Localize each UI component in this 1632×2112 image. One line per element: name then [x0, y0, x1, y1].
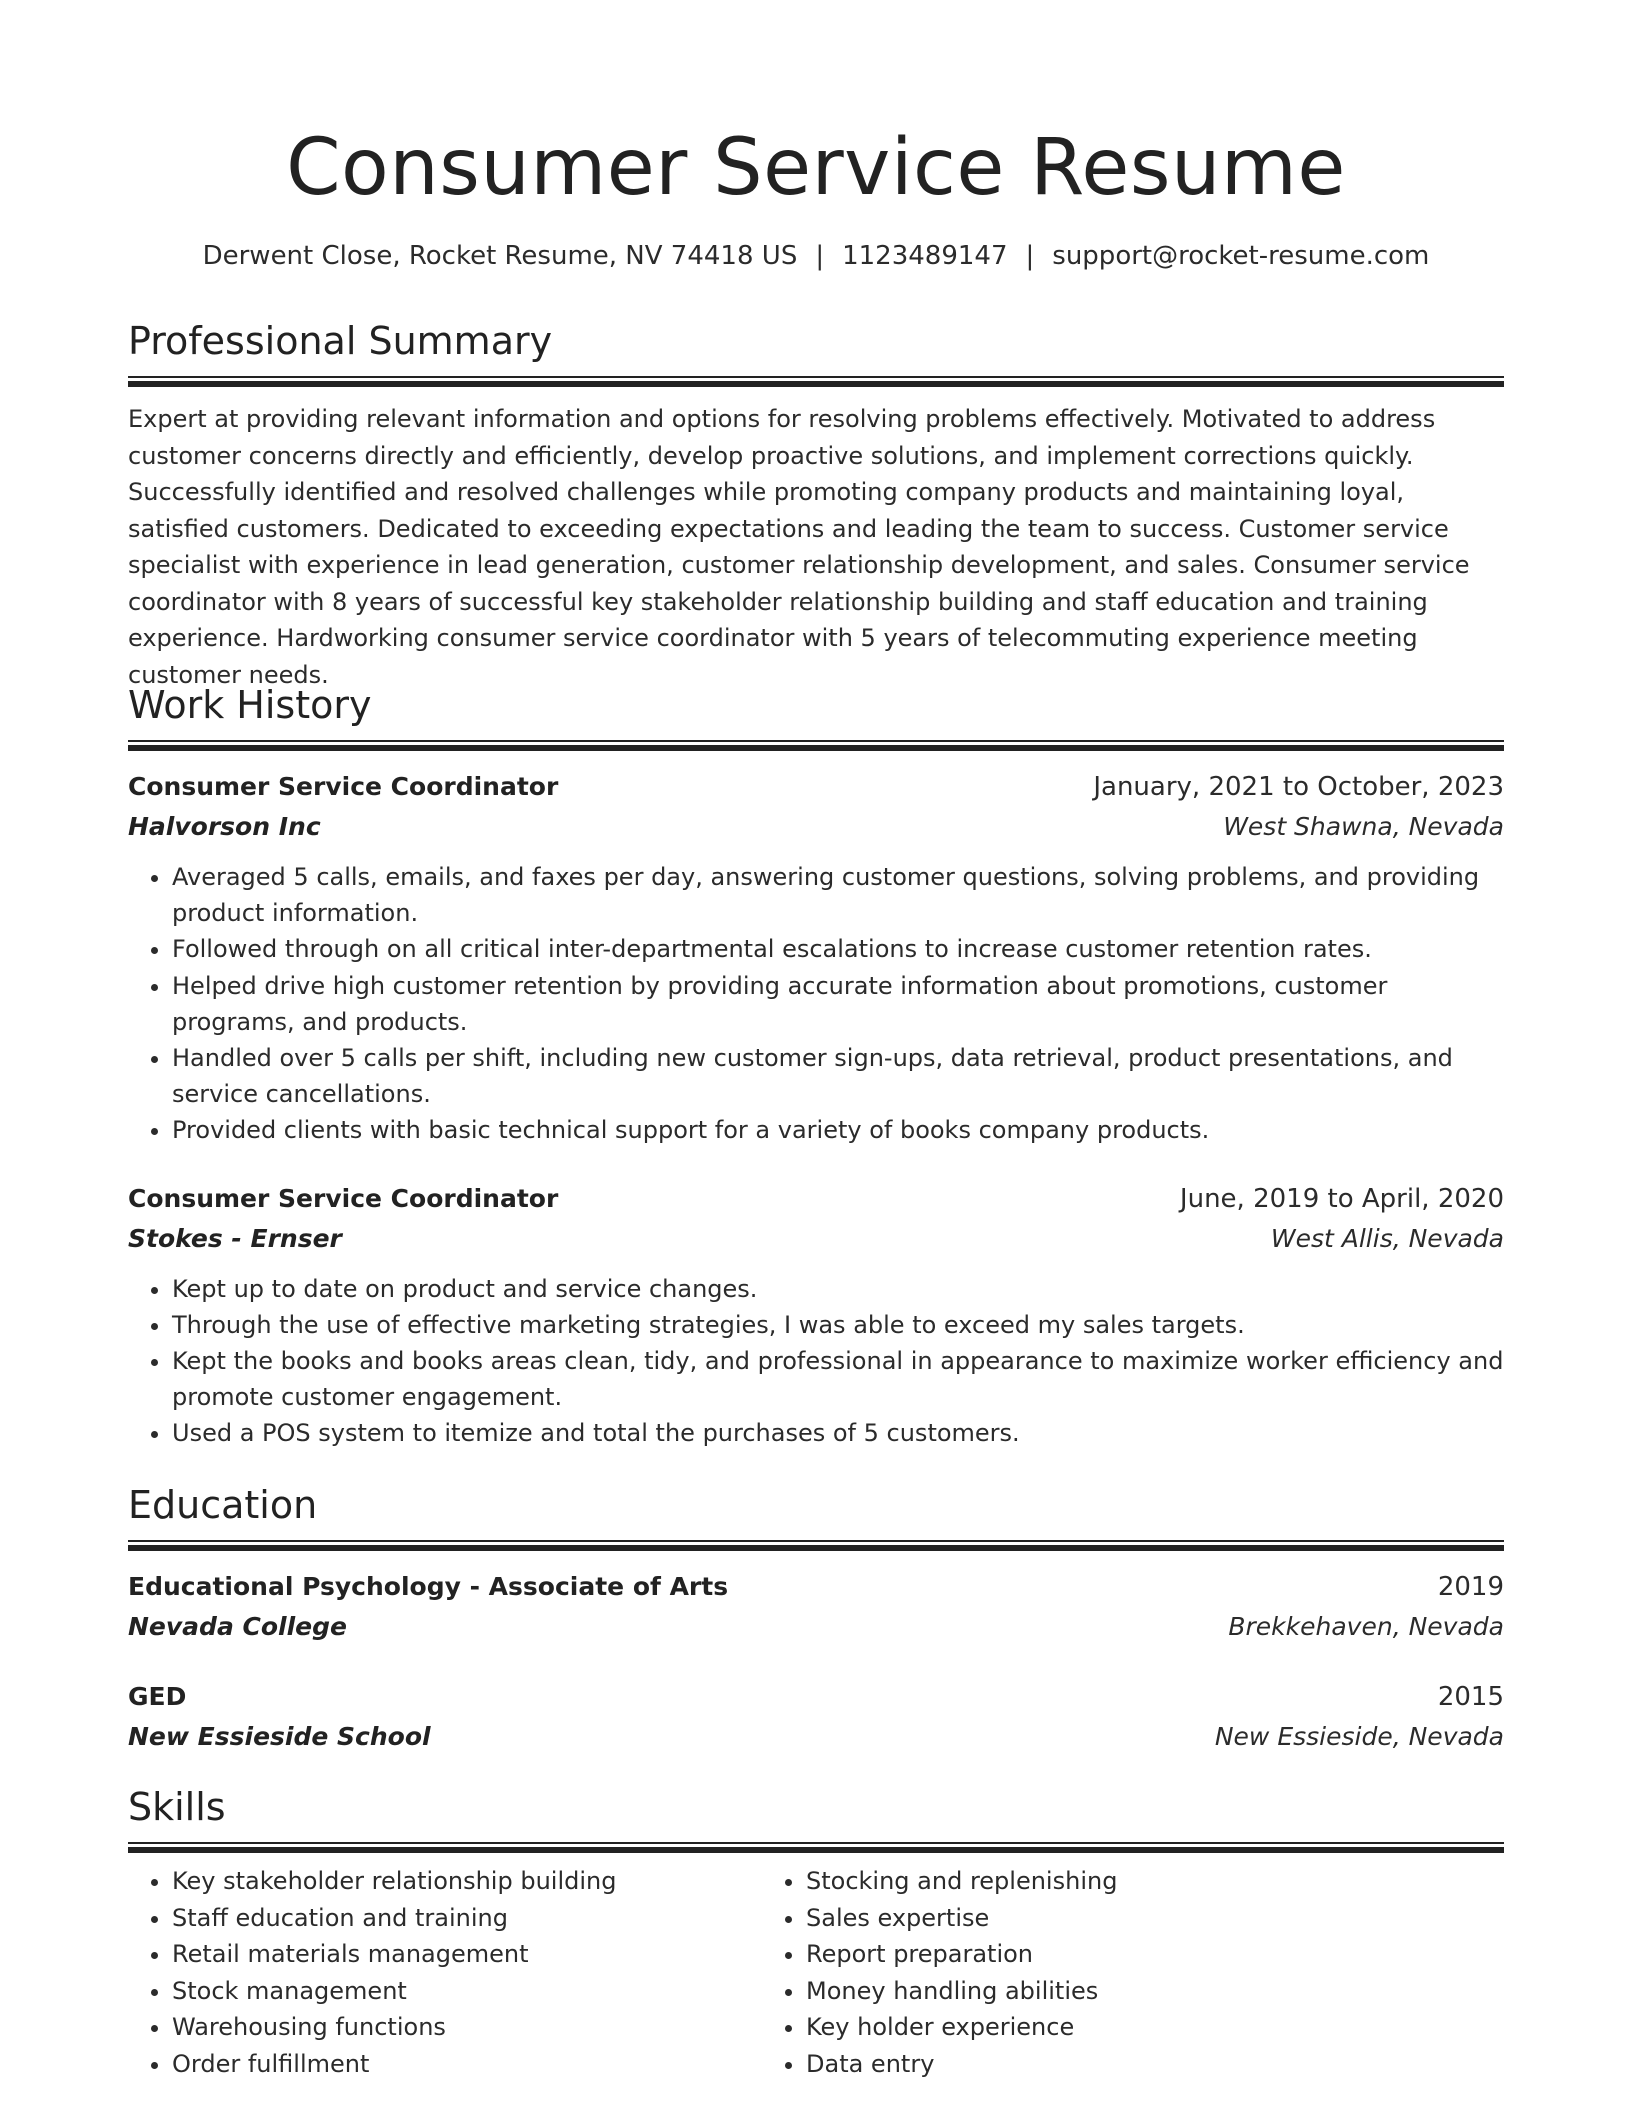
- job-dates: January, 2021 to October, 2023: [1093, 772, 1504, 802]
- section-work-history: [128, 680, 1504, 1452]
- contact-address: Derwent Close, Rocket Resume, NV 74418 US: [202, 241, 798, 271]
- section-education: [128, 1480, 1504, 1757]
- job-location: West Allis, Nevada: [1270, 1223, 1504, 1253]
- contact-separator: |: [815, 241, 825, 271]
- list-item: • Through the use of effective marketing strategies, I was able to exceed my sales targets.: [172, 1307, 1504, 1343]
- job-bullets: [128, 859, 1504, 1149]
- list-item: • Sales expertise: [806, 1900, 1396, 1937]
- list-item: • Money handling abilities: [806, 1973, 1396, 2010]
- contact-email[interactable]: support@rocket-resume.com: [1052, 241, 1430, 271]
- education-degree: GED: [128, 1682, 187, 1711]
- section-heading: Skills: [128, 1785, 226, 1829]
- job-company: Halvorson Inc: [128, 812, 321, 841]
- list-item: • Followed through on all critical inter-departmental escalations to increase customer retention rates.: [172, 931, 1504, 967]
- job-title: Consumer Service Coordinator: [128, 1183, 559, 1213]
- education-degree: Educational Psychology - Associate of Arts: [128, 1572, 729, 1601]
- section-heading: Work History: [128, 683, 372, 727]
- list-item: • Warehousing functions: [172, 2009, 762, 2046]
- resume-title: Consumer Service Resume: [286, 123, 1346, 213]
- education-location: Brekkehaven, Nevada: [1228, 1612, 1504, 1641]
- contact-separator: |: [1025, 241, 1035, 271]
- job-entry: [128, 1179, 1504, 1452]
- education-entry: [128, 1677, 1504, 1757]
- list-item: • Handled over 5 calls per shift, including new customer sign-ups, data retrieval, product presentations, and service cancellations.: [172, 1040, 1504, 1112]
- education-year: 2019: [1437, 1572, 1504, 1602]
- summary-text: Expert at providing relevant information and options for resolving problems effectively. Motivated to address customer concerns directly and efficiently, develop proactive solutions, and implement corrections quickly. Successfully identified and resolved challenges while promoting company products and maintaining loyal, satisfied customers. Dedicated to exceeding expectations and leading the team to success. Customer service specialist with experience in lead generation, customer relationship development, and sales. Consumer service coordinator with 8 years of successful key stakeholder relationship building and staff education and training experience. Hardworking consumer service coordinator with 5 years of telecommuting experience meeting customer needs.: [128, 405, 1470, 689]
- contact-line: [128, 236, 1504, 276]
- list-item: • Kept up to date on product and service changes.: [172, 1271, 1504, 1307]
- list-item: • Key holder experience: [806, 2009, 1396, 2046]
- section-divider: [128, 1540, 1504, 1551]
- education-year: 2015: [1437, 1682, 1504, 1712]
- skills-list-left: [128, 1863, 762, 2082]
- list-item: • Staff education and training: [172, 1900, 762, 1937]
- section-divider: [128, 740, 1504, 751]
- education-location: New Essieside, Nevada: [1214, 1722, 1504, 1751]
- skills-list-right: [762, 1863, 1396, 2082]
- list-item: • Data entry: [806, 2046, 1396, 2083]
- list-item: • Provided clients with basic technical support for a variety of books company products.: [172, 1112, 1504, 1148]
- job-company: Stokes - Ernser: [128, 1223, 342, 1253]
- job-entry: [128, 767, 1504, 1149]
- list-item: • Helped drive high customer retention by providing accurate information about promotions, customer programs, and products.: [172, 968, 1504, 1040]
- education-school: New Essieside School: [128, 1722, 431, 1751]
- list-item: • Stock management: [172, 1973, 762, 2010]
- education-school: Nevada College: [128, 1612, 347, 1641]
- section-divider: [128, 376, 1504, 387]
- list-item: • Key stakeholder relationship building: [172, 1863, 762, 1900]
- list-item: • Kept the books and books areas clean, tidy, and professional in appearance to maximize worker efficiency and promote customer engagement.: [172, 1343, 1504, 1415]
- list-item: • Averaged 5 calls, emails, and faxes per day, answering customer questions, solving problems, and providing product information.: [172, 859, 1504, 931]
- section-divider: [128, 1842, 1504, 1853]
- list-item: • Stocking and replenishing: [806, 1863, 1396, 1900]
- contact-phone: 1123489147: [842, 241, 1008, 271]
- education-entry: [128, 1567, 1504, 1647]
- list-item: • Used a POS system to itemize and total the purchases of 5 customers.: [172, 1415, 1504, 1451]
- job-location: West Shawna, Nevada: [1223, 812, 1504, 841]
- job-title: Consumer Service Coordinator: [128, 772, 559, 801]
- job-bullets: [128, 1271, 1504, 1452]
- list-item: • Order fulfillment: [172, 2046, 762, 2083]
- section-heading: Education: [128, 1483, 318, 1527]
- skills-columns: [128, 1863, 1504, 2082]
- section-skills: [128, 1782, 1504, 2082]
- job-dates: June, 2019 to April, 2020: [1179, 1183, 1504, 1214]
- list-item: • Report preparation: [806, 1936, 1396, 1973]
- section-professional-summary: [128, 316, 1504, 693]
- list-item: • Retail materials management: [172, 1936, 762, 1973]
- section-heading: Professional Summary: [128, 319, 553, 363]
